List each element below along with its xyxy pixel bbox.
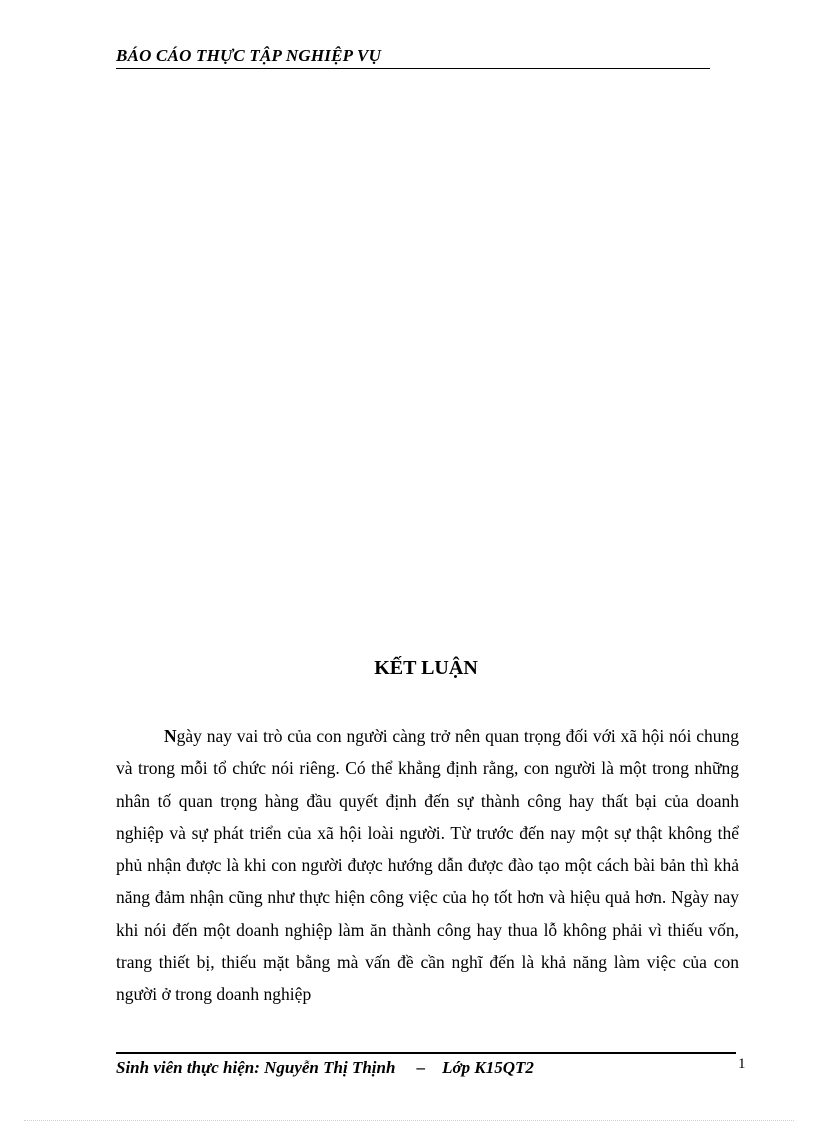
page-number: 1 [738, 1056, 746, 1072]
report-header-title: BÁO CÁO THỰC TẬP NGHIỆP VỤ [116, 46, 382, 65]
section-heading: KẾT LUẬN [374, 657, 478, 679]
paragraph-first-letter: N [164, 726, 177, 746]
paragraph-text: gày nay vai trò của con người càng trở nên quan trọng đối với xã hội nói chung và trong mỗi tổ chức nói riêng. Có thể khẳng định rằng, con người là một trong những nhân tố quan trọng hàng đầu quyết định đến sự thành công hay thất bại của doanh nghiệp và sự phát triển của xã hội loài người. Từ trước đến nay một sự thật không thể phủ nhận được là khi con người được hướng dẫn được đào tạo một cách bài bản thì khả năng đảm nhận cũng như thực hiện công việc của họ tốt hơn và hiệu quả hơn. Ngày nay khi nói đến một doanh nghiệp làm ăn thành công hay thua lỗ không phải vì thiếu vốn, trang thiết bị, thiếu mặt bằng mà vấn đề cần nghĩ đến là khả năng làm việc của con người ở trong doanh nghiệp [116, 726, 739, 1005]
header-divider [116, 68, 710, 69]
footer-divider [116, 1052, 736, 1054]
footer-author-line: Sinh viên thực hiện: Nguyễn Thị Thịnh – Lớp K15QT2 [116, 1058, 534, 1077]
conclusion-paragraph [116, 720, 739, 1011]
page-bottom-border [24, 1120, 794, 1121]
